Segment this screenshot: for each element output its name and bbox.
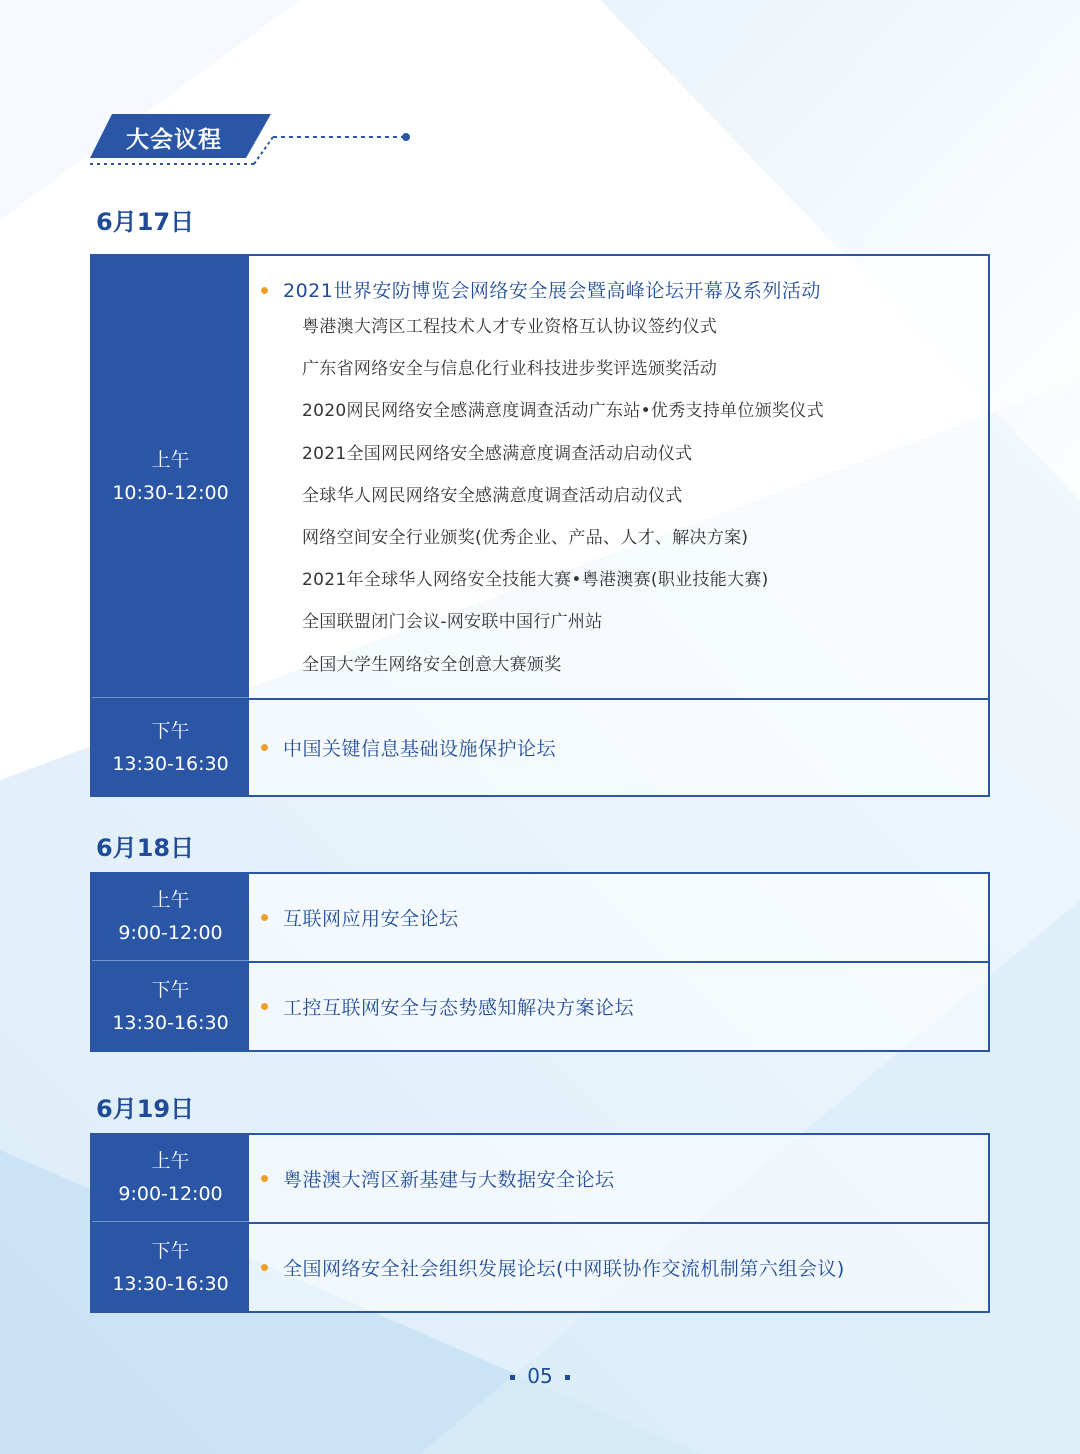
session-time: 10:30-12:00 <box>112 481 229 504</box>
sub-event-item: 2020网民网络安全感满意度调查活动广东站•优秀支持单位颁奖仪式 <box>302 401 824 422</box>
event-cell <box>249 1224 988 1311</box>
dot-icon <box>510 1375 515 1380</box>
event-cell <box>249 700 988 795</box>
section-header <box>88 112 418 168</box>
agenda-row <box>90 963 990 1052</box>
event-title: 2021世界安防博览会网络安全展会暨高峰论坛开幕及系列活动 <box>283 280 821 302</box>
agenda-table-day3 <box>90 1133 990 1313</box>
time-cell <box>92 1224 249 1311</box>
section-title: 大会议程 <box>126 127 222 153</box>
time-cell <box>92 700 249 795</box>
session-period: 上午 <box>151 1150 190 1172</box>
event-cell <box>249 874 988 961</box>
event-title: 工控互联网安全与态势感知解决方案论坛 <box>283 997 635 1019</box>
sub-event-item: 2021全国网民网络安全感满意度调查活动启动仪式 <box>302 443 693 464</box>
sub-event-item: 全国大学生网络安全创意大赛颁奖 <box>302 654 562 675</box>
session-time: 13:30-16:30 <box>112 752 229 775</box>
bullet-icon <box>261 287 268 294</box>
agenda-row <box>90 1224 990 1313</box>
agenda-row <box>90 700 990 797</box>
event-cell <box>249 1135 988 1222</box>
time-cell <box>92 963 249 1050</box>
day-label: 6月17日 <box>96 208 195 236</box>
bullet-icon <box>261 914 268 921</box>
session-time: 9:00-12:00 <box>118 1183 223 1205</box>
session-period: 上午 <box>151 889 190 911</box>
agenda-row <box>90 254 990 700</box>
sub-event-item: 网络空间安全行业颁奖(优秀企业、产品、人才、解决方案) <box>302 527 749 548</box>
sub-event-item: 全球华人网民网络安全感满意度调查活动启动仪式 <box>302 485 683 506</box>
time-cell <box>92 1135 249 1222</box>
bullet-icon <box>261 1003 268 1010</box>
sub-event-item: 广东省网络安全与信息化行业科技进步奖评选颁奖活动 <box>302 359 718 380</box>
time-cell <box>92 874 249 961</box>
session-period: 下午 <box>151 1239 190 1262</box>
event-title: 中国关键信息基础设施保护论坛 <box>283 738 557 760</box>
session-time: 9:00-12:00 <box>118 922 223 944</box>
event-title: 全国网络安全社会组织发展论坛(中网联协作交流机制第六组会议) <box>283 1258 845 1280</box>
sub-event-item: 2021年全球华人网络安全技能大赛•粤港澳赛(职业技能大赛) <box>302 570 769 591</box>
sub-event-list <box>249 306 824 686</box>
agenda-row <box>90 872 990 963</box>
bullet-icon <box>261 744 268 751</box>
session-period: 上午 <box>151 448 190 471</box>
agenda-table-day1 <box>90 254 990 797</box>
event-cell <box>249 256 988 698</box>
event-title: 粤港澳大湾区新基建与大数据安全论坛 <box>283 1169 615 1191</box>
page-number-text: 05 <box>527 1364 553 1388</box>
session-period: 下午 <box>151 719 190 742</box>
sub-event-item: 粤港澳大湾区工程技术人才专业资格互认协议签约仪式 <box>302 317 718 337</box>
dot-icon <box>565 1375 570 1380</box>
day-label: 6月19日 <box>96 1095 195 1123</box>
agenda-table-day2 <box>90 872 990 1052</box>
session-time: 13:30-16:30 <box>112 1011 229 1034</box>
agenda-row <box>90 1133 990 1224</box>
day-label: 6月18日 <box>96 834 195 862</box>
bullet-icon <box>261 1264 268 1271</box>
time-cell <box>92 256 249 698</box>
sub-event-item: 全国联盟闭门会议-网安联中国行广州站 <box>302 612 603 633</box>
session-time: 13:30-16:30 <box>112 1272 229 1295</box>
session-period: 下午 <box>151 978 190 1001</box>
page-number <box>0 1364 1080 1388</box>
event-title: 互联网应用安全论坛 <box>283 908 459 930</box>
bullet-icon <box>261 1175 268 1182</box>
event-cell <box>249 963 988 1050</box>
